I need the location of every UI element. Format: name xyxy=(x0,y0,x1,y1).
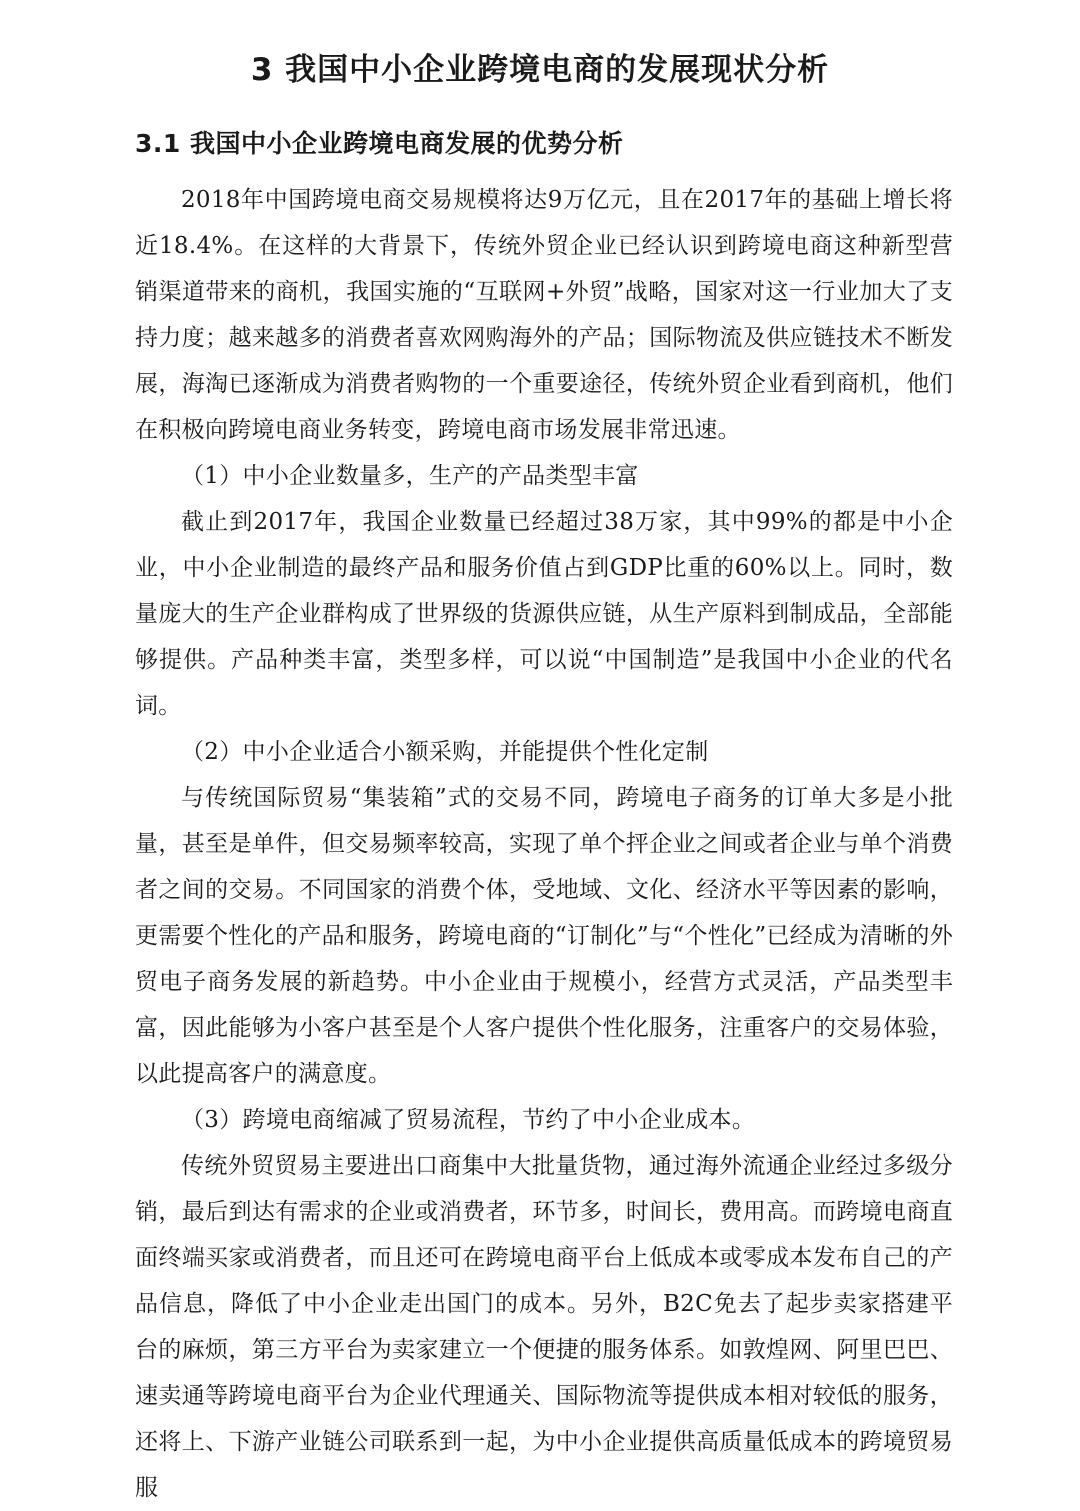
paragraph-sme-count: 截止到2017年，我国企业数量已经超过38万家，其中99%的都是中小企业，中小企业制造的最终产品和服务价值占到GDP比重的60%以上。同时，数量庞大的生产企业群构成了世界级的货源供应链，从生产原料到制成品，全部能够提供。产品种类丰富，类型多样，可以说“中国制造”是我国中小企业的代名词。 xyxy=(135,509,953,719)
paragraph-market-overview: 2018年中国跨境电商交易规模将达9万亿元，且在2017年的基础上增长将近18.4%。在这样的大背景下，传统外贸企业已经认识到跨境电商这种新型营销渠道带来的商机，我国实施的“互联网+外贸”战略，国家对这一行业加大了支持力度；越来越多的消费者喜欢网购海外的产品；国际物流及供应链技术不断发展，海淘已逐渐成为消费者购物的一个重要途径，传统外贸企业看到商机，他们在积极向跨境电商业务转变，跨境电商市场发展非常迅速。 xyxy=(135,187,953,443)
chapter-title: 3 我国中小企业跨境电商的发展现状分析 xyxy=(250,52,830,88)
subheading-2: （2）中小企业适合小额采购，并能提供个性化定制 xyxy=(181,739,709,765)
subheading-3: （3）跨境电商缩减了贸易流程，节约了中小企业成本。 xyxy=(181,1107,756,1133)
subheading-1: （1）中小企业数量多，生产的产品类型丰富 xyxy=(181,463,639,489)
paragraph-cost-reduction: 传统外贸贸易主要进出口商集中大批量货物，通过海外流通企业经过多级分销，最后到达有需求的企业或消费者，环节多，时间长，费用高。而跨境电商直面终端买家或消费者，而且还可在跨境电商平台上低成本或零成本发布自己的产品信息，降低了中小企业走出国门的成本。另外，B2C免去了起步卖家搭建平台的麻烦，第三方平台为卖家建立一个便捷的服务体系。如敦煌网、阿里巴巴、速卖通等跨境电商平台为企业代理通关、国际物流等提供成本相对较低的服务，还将上、下游产业链公司联系到一起，为中小企业提供高质量低成本的跨境贸易服 xyxy=(135,1153,953,1501)
body-text xyxy=(135,177,953,1511)
section-title: 3.1 我国中小企业跨境电商发展的优势分析 xyxy=(135,129,624,158)
paragraph-customization: 与传统国际贸易“集装箱”式的交易不同，跨境电子商务的订单大多是小批量，甚至是单件，但交易频率较高，实现了单个抨企业之间或者企业与单个消费者之间的交易。不同国家的消费个体，受地域、文化、经济水平等因素的影响，更需要个性化的产品和服务，跨境电商的“订制化”与“个性化”已经成为清晰的外贸电子商务发展的新趋势。中小企业由于规模小，经营方式灵活，产品类型丰富，因此能够为小客户甚至是个人客户提供个性化服务，注重客户的交易体验，以此提高客户的满意度。 xyxy=(135,785,953,1087)
